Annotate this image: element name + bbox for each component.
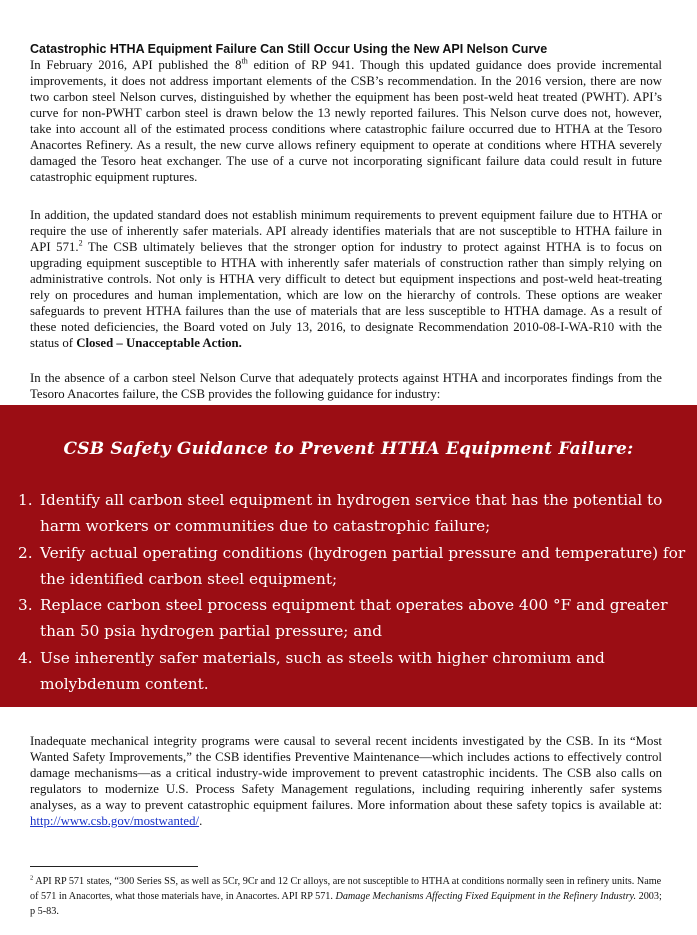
footnote-text: 2003; p 5-83. [30,891,662,917]
safety-guidance-banner [0,405,697,707]
guidance-item [18,487,686,540]
banner-title: CSB Safety Guidance to Prevent HTHA Equipment Failure: [63,439,634,459]
item-text: Identify all carbon steel equipment in hydrogen service that has the potential to harm workers or communities due to catastrophic failure; [40,491,663,536]
footnote-divider [30,866,198,867]
paragraph-text: Inadequate mechanical integrity programs were causal to several recent incidents investigated by the CSB. In its “Most Wanted Safety Improvements,” the CSB identifies Preventive Maintenance—which includes actions to effectively control damage mechanisms—as a critical industry-wide improvement to prevent catastrophic incidents. The CSB also calls on regulators to modernize U.S. Process Safety Management regulations, including requiring inherently safer systems analyses, as a way to prevent catastrophic equipment failures. More information about these safety topics is available at: [30,734,662,812]
paragraph-text: In addition, the updated standard does not establish minimum requirements to prevent equipment failure due to HTHA or require the use of inherently safer materials. API already identifies materials that are not susceptible to HTHA failure in API 571. [30,208,662,254]
guidance-item [18,645,686,698]
footnote-number: 2 [30,874,34,882]
paragraph-text: . [199,814,203,828]
paragraph-guidance-intro: In the absence of a carbon steel Nelson Curve that adequately protects against HTHA and incorporates findings from the Tesoro Anacortes failure, the CSB provides the following guidance for industry: [30,371,662,401]
most-wanted-link[interactable]: http://www.csb.gov/mostwanted/ [30,814,200,828]
paragraph-text: edition of RP 941. Though this updated guidance does provide incremental improvements, it does not address important elements of the CSB’s recommendation. In the 2016 version, there are now two carbon steel Nelson curves, distinguished by whether the equipment has been post-weld heat treated (PWHT). API’s curve for non-PWHT carbon steel is drawn below the 13 newly reported failures. This Nelson curve does not, however, take into account all of the estimated process conditions where catastrophic failure occurred due to HTHA at the Tesoro Anacortes Refinery. As a result, the new curve allows refinery equipment to operate at conditions where HTHA severely damaged the Tesoro heat exchanger. The use of a curve not incorporating significant failure data could result in future catastrophic equipment ruptures. [30,58,662,184]
item-number: 4. [18,648,33,667]
item-text: Use inherently safer materials, such as steels with higher chromium and molybdenum content. [40,648,605,694]
section-heading: Catastrophic HTHA Equipment Failure Can Still Occur Using the New API Nelson Curve [30,42,548,56]
footnote [30,874,662,919]
paragraph-api-rp941 [30,57,662,185]
item-number: 2. [18,543,33,562]
item-text: Replace carbon steel process equipment that operates above 400 °F and greater than 50 psia hydrogen partial pressure; and [40,596,668,641]
paragraph-updated-standard [30,207,662,351]
guidance-item [18,592,686,645]
paragraph-text: In February 2016, API published the 8 [30,58,242,72]
footnote-reference: 2 [78,238,83,248]
guidance-item [18,540,686,593]
paragraph-most-wanted [30,733,662,829]
paragraph-text: The CSB ultimately believes that the stronger option for industry to protect against HTHA is to focus on upgrading equipment susceptible to HTHA with inherently safer materials of construction rather than simply relying on administrative controls. Not only is HTHA very difficult to detect but equipment inspections and post-weld heat-treating rely on procedures and human implementation, which are low on the hierarchy of controls. These options are weaker safeguards to prevent HTHA failures than the use of materials that are less susceptible to HTHA damage. As a result of these noted deficiencies, the Board voted on July 13, 2016, to designate Recommendation 2010-08-I-WA-R10 with the status of [30,240,662,350]
superscript: th [241,56,248,66]
recommendation-status: Closed – Unacceptable Action. [76,336,242,350]
footnote-text: API RP 571 states, “300 Series SS, as well as 5Cr, 9Cr and 12 Cr alloys, are not susceptible to HTHA at conditions normally seen in refinery units. Name of 571 in Anacortes, what those materials have, in Anacortes. API RP 571. [30,876,662,902]
item-number: 3. [18,596,33,615]
guidance-list [18,487,686,697]
item-number: 1. [18,491,33,509]
footnote-citation-title: Damage Mechanisms Affecting Fixed Equipment in the Refinery Industry. [335,891,637,902]
item-text: Verify actual operating conditions (hydrogen partial pressure and temperature) for the identified carbon steel equipment; [40,543,686,588]
